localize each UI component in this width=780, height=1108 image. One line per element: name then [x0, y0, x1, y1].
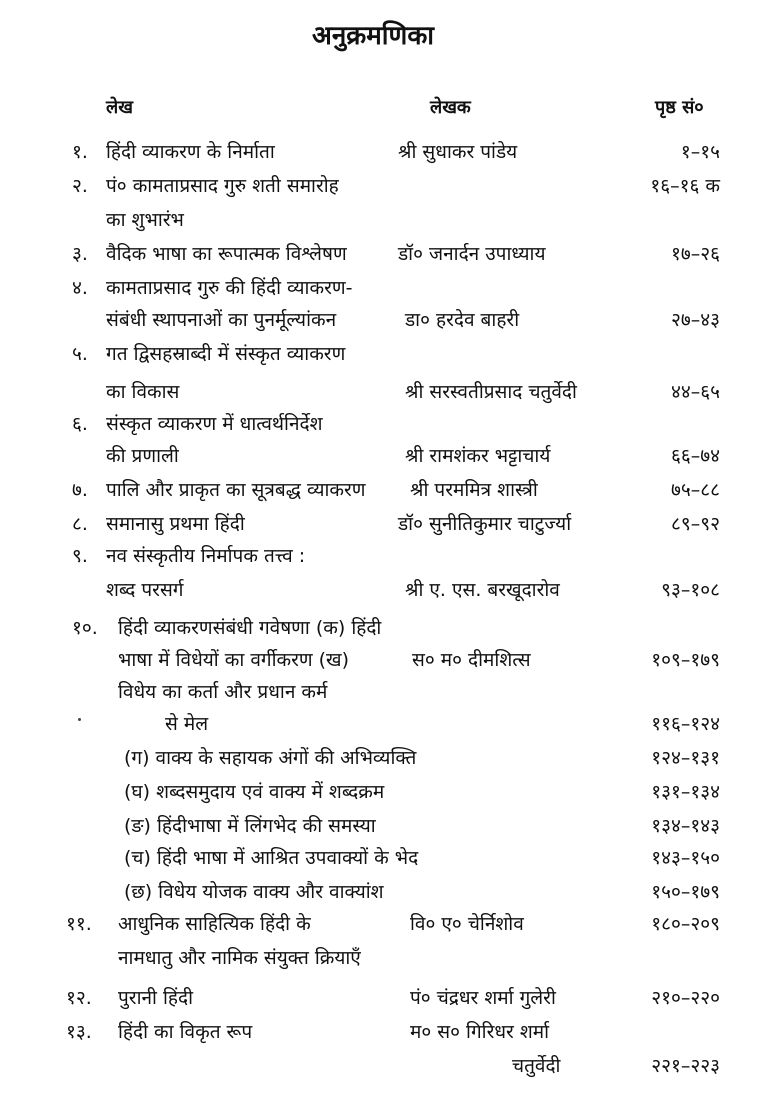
header-author: लेखक	[430, 97, 471, 118]
entry-pages: २१०–२२०	[651, 987, 720, 1009]
entry-author: डॉ० सुनीतिकुमार चाटुर्ज्या	[398, 513, 572, 535]
entry-pages: १३४–१४३	[651, 815, 720, 837]
subentry-title: (घ) शब्दसमुदाय एवं वाक्य में शब्दक्रम	[124, 781, 385, 803]
entry-number: ७.	[72, 479, 88, 501]
subentry-title: (छ) विधेय योजक वाक्य और वाक्यांश	[124, 881, 384, 903]
entry-pages: १०९–१७९	[651, 649, 720, 671]
entry-author: श्री ए. एस. बरखूदारोव	[405, 579, 560, 601]
entry-title: नव संस्कृतीय निर्मापक तत्त्व :	[106, 545, 306, 567]
entry-title: पुरानी हिंदी	[118, 987, 194, 1009]
entry-title: संस्कृत व्याकरण में धात्वर्थनिर्देश	[106, 413, 323, 435]
entry-number: ९.	[72, 545, 88, 567]
entry-title: आधुनिक साहित्यिक हिंदी के	[118, 913, 311, 935]
entry-author-cont: चतुर्वेदी	[512, 1055, 561, 1077]
entry-number: १०.	[72, 617, 98, 639]
entry-title-cont: नामधातु और नामिक संयुक्त क्रियाएँ	[118, 947, 361, 969]
page-title: अनुक्रमणिका	[312, 21, 435, 51]
entry-number: १.	[72, 141, 88, 163]
speck	[78, 718, 81, 721]
entry-title: हिंदी व्याकरणसंबंधी गवेषणा (क) हिंदी	[118, 617, 382, 639]
entry-title-cont: शब्द परसर्ग	[106, 579, 184, 601]
entry-number: १३.	[66, 1021, 92, 1043]
entry-pages: १६–१६ क	[650, 175, 720, 197]
entry-title-cont: से मेल	[165, 713, 209, 735]
entry-author: वि० ए० चेर्निशोव	[410, 913, 524, 935]
entry-number: ८.	[72, 513, 88, 535]
entry-pages: ६६–७४	[670, 445, 720, 467]
entry-number: ६.	[72, 413, 88, 435]
entry-title: कामताप्रसाद गुरु की हिंदी व्याकरण-	[106, 277, 353, 299]
entry-pages: २७–४३	[670, 309, 720, 331]
entry-number: ४.	[72, 277, 88, 299]
entry-title-cont: भाषा में विधेयों का वर्गीकरण (ख)	[118, 649, 350, 671]
entry-pages: १५०–१७९	[651, 881, 720, 903]
entry-title-cont: संबंधी स्थापनाओं का पुनर्मूल्यांकन	[106, 309, 337, 331]
entry-author: म० स० गिरिधर शर्मा	[410, 1021, 550, 1043]
entry-title: गत द्विसहस्राब्दी में संस्कृत व्याकरण	[106, 343, 346, 365]
entry-author: श्री सरस्वतीप्रसाद चतुर्वेदी	[405, 381, 577, 403]
entry-title: विधेय का कर्ता और प्रधान कर्म	[118, 681, 328, 703]
entry-pages: ११६–१२४	[651, 713, 720, 735]
entry-number: ३.	[72, 243, 88, 265]
header-article: लेख	[106, 97, 133, 118]
entry-number: २.	[72, 175, 88, 197]
entry-author: श्री परममित्र शास्त्री	[410, 479, 538, 501]
entry-pages: ८९–९२	[670, 513, 720, 535]
entry-pages: १३१–१३४	[651, 781, 720, 803]
header-page: पृष्ठ सं०	[655, 97, 704, 118]
entry-pages: १२४–१३१	[651, 747, 720, 769]
entry-author: डॉ० जनार्दन उपाध्याय	[398, 243, 546, 265]
entry-title: पं० कामताप्रसाद गुरु शती समारोह	[106, 175, 339, 197]
entry-title: वैदिक भाषा का रूपात्मक विश्लेषण	[106, 243, 347, 265]
entry-pages: ९३–१०८	[661, 579, 720, 601]
entry-pages: १८०–२०९	[651, 913, 720, 935]
entry-author: स० म० दीमशित्स	[412, 649, 531, 671]
entry-title: समानासु प्रथमा हिंदी	[106, 513, 245, 535]
entry-pages: ७५–८८	[670, 479, 720, 501]
subentry-title: (च) हिंदी भाषा में आश्रित उपवाक्यों के भेद	[124, 847, 419, 869]
subentry-title: (ग) वाक्य के सहायक अंगों की अभिव्यक्ति	[124, 747, 417, 769]
entry-pages: १–१५	[680, 141, 720, 163]
entry-pages: ४४–६५	[670, 381, 720, 403]
entry-title-cont: का शुभारंभ	[106, 209, 184, 231]
entry-number: १२.	[66, 987, 92, 1009]
subentry-title: (ङ) हिंदीभाषा में लिंगभेद की समस्या	[124, 815, 376, 837]
entry-title-cont: का विकास	[106, 381, 180, 403]
entry-pages: १४३–१५०	[651, 847, 720, 869]
entry-number: ११.	[66, 913, 92, 935]
entry-author: श्री सुधाकर पांडेय	[398, 141, 518, 163]
entry-author: पं० चंद्रधर शर्मा गुलेरी	[410, 987, 556, 1009]
entry-title: हिंदी व्याकरण के निर्माता	[106, 141, 275, 163]
entry-title: पालि और प्राकृत का सूत्रबद्ध व्याकरण	[106, 479, 366, 501]
entry-pages: २२१–२२३	[651, 1055, 720, 1077]
entry-number: ५.	[72, 343, 88, 365]
entry-pages: १७–२६	[670, 243, 720, 265]
entry-author: श्री रामशंकर भट्टाचार्य	[405, 445, 551, 467]
entry-author: डा० हरदेव बाहरी	[405, 309, 520, 331]
entry-title: हिंदी का विकृत रूप	[118, 1021, 253, 1043]
entry-title-cont: की प्रणाली	[106, 445, 179, 467]
